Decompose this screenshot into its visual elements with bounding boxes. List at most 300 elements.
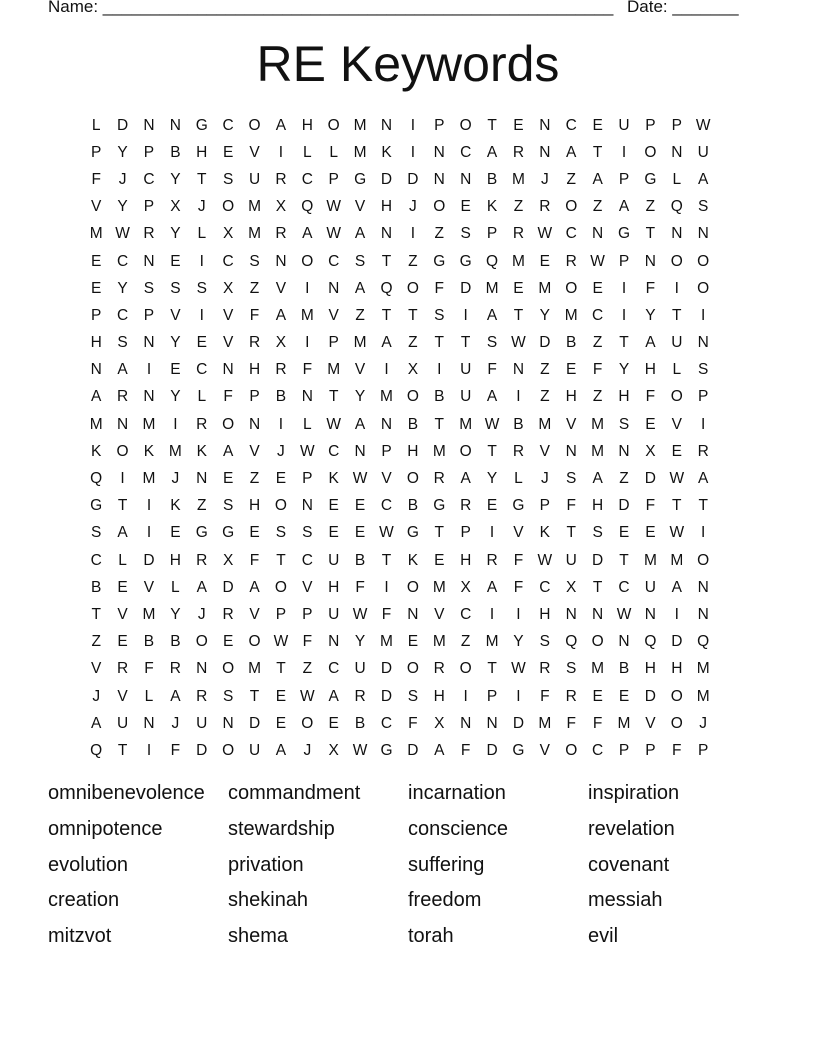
grid-letter: Y [117, 198, 128, 216]
grid-letter: E [117, 578, 128, 596]
grid-letter: N [512, 361, 525, 379]
grid-letter: S [486, 334, 498, 352]
grid-letter: P [698, 388, 709, 406]
word-bank-item: inspiration [588, 782, 680, 804]
grid-letter: I [516, 687, 521, 705]
grid-letter: B [513, 415, 524, 433]
grid-letter: A [249, 578, 260, 596]
grid-letter: S [618, 415, 630, 433]
grid-letter: C [328, 660, 340, 678]
grid-letter: E [407, 633, 419, 651]
grid-letter: W [300, 442, 315, 460]
grid-letter: O [222, 415, 235, 433]
grid-letter: V [354, 198, 366, 216]
grid-letter: Z [513, 198, 524, 216]
grid-letter: P [618, 252, 630, 270]
grid-letter: R [116, 388, 129, 406]
grid-letter: Y [645, 306, 656, 324]
grid-row [83, 330, 743, 357]
grid-letter: X [328, 741, 339, 759]
grid-letter: E [222, 470, 234, 488]
grid-letter: W [695, 116, 711, 134]
grid-letter: N [196, 660, 208, 678]
grid-letter: U [565, 551, 577, 569]
grid-letter: N [539, 143, 551, 161]
grid-letter: K [196, 442, 207, 460]
grid-letter: B [91, 578, 102, 596]
grid-letter: L [91, 116, 101, 134]
word-bank-item: creation [48, 889, 120, 912]
grid-letter: G [195, 116, 208, 134]
grid-letter: H [565, 388, 577, 406]
grid-letter: H [380, 198, 393, 216]
grid-letter: A [275, 741, 287, 759]
grid-letter: P [302, 605, 313, 623]
grid-letter: J [92, 687, 101, 705]
grid-row [83, 465, 743, 492]
grid-letter: Z [434, 225, 444, 243]
grid-letter: L [303, 143, 312, 161]
grid-letter: E [91, 279, 102, 297]
grid-letter: P [143, 198, 155, 216]
grid-letter: E [486, 497, 498, 515]
grid-letter: U [671, 334, 683, 352]
grid-letter: G [406, 524, 419, 542]
grid-letter: U [328, 551, 340, 569]
grid-letter: R [565, 687, 577, 705]
grid-letter: G [380, 741, 393, 759]
grid-letter: M [168, 442, 182, 460]
grid-letter: O [697, 551, 710, 569]
grid-letter: L [329, 143, 339, 161]
grid-letter: E [275, 687, 287, 705]
grid-letter: J [197, 605, 206, 623]
grid-letter: I [384, 361, 389, 379]
grid-letter: W [616, 605, 632, 623]
grid-letter: U [697, 143, 709, 161]
grid-letter: P [645, 741, 656, 759]
grid-letter: Y [486, 470, 498, 488]
grid-letter: Y [117, 143, 128, 161]
grid-letter: Z [460, 633, 471, 651]
grid-letter: F [302, 361, 313, 379]
grid-letter: A [91, 714, 102, 732]
grid-letter: U [196, 714, 208, 732]
grid-row [83, 166, 743, 193]
grid-letter: V [170, 306, 181, 324]
grid-letter: P [618, 170, 630, 188]
grid-letter: F [540, 687, 550, 705]
grid-letter: E [328, 714, 339, 732]
grid-letter: T [487, 660, 497, 678]
grid-letter: W [326, 198, 342, 216]
grid-letter: Y [117, 279, 128, 297]
grid-letter: L [171, 578, 180, 596]
grid-letter: S [302, 524, 313, 542]
grid-letter: Q [380, 279, 393, 297]
grid-letter: M [485, 279, 499, 297]
grid-letter: E [618, 524, 630, 542]
grid-letter: R [196, 551, 208, 569]
grid-letter: T [381, 551, 392, 569]
grid-letter: N [697, 578, 709, 596]
grid-letter: Z [645, 198, 656, 216]
grid-letter: T [381, 306, 392, 324]
grid-letter: H [328, 578, 340, 596]
grid-letter: I [701, 524, 706, 542]
grid-letter: Y [513, 633, 524, 651]
grid-letter: Z [592, 334, 603, 352]
grid-letter: O [406, 578, 419, 596]
grid-letter: N [275, 252, 287, 270]
grid-letter: I [621, 306, 627, 324]
grid-letter: D [407, 170, 419, 188]
grid-letter: G [617, 225, 631, 243]
grid-letter: P [91, 143, 102, 161]
grid-row [83, 112, 743, 139]
grid-letter: T [276, 660, 286, 678]
grid-letter: R [433, 470, 445, 488]
grid-letter: E [592, 687, 603, 705]
grid-letter: T [117, 497, 128, 515]
grid-letter: S [592, 524, 603, 542]
grid-letter: N [539, 116, 551, 134]
grid-letter: T [566, 524, 576, 542]
grid-letter: Y [170, 605, 181, 623]
grid-letter: M [353, 334, 367, 352]
grid-letter: X [460, 578, 471, 596]
grid-letter: L [303, 415, 312, 433]
grid-letter: O [565, 741, 578, 759]
grid-letter: S [354, 252, 366, 270]
grid-letter: N [169, 116, 181, 134]
grid-letter: U [248, 741, 261, 759]
grid-letter: P [275, 605, 287, 623]
grid-letter: E [354, 524, 366, 542]
grid-letter: F [487, 361, 497, 379]
grid-letter: E [592, 279, 603, 297]
grid-letter: O [433, 198, 446, 216]
word-bank-item: covenant [588, 853, 670, 876]
grid-letter: O [301, 714, 314, 732]
grid-letter: N [222, 714, 234, 732]
grid-letter: Q [486, 252, 499, 270]
grid-letter: R [196, 687, 208, 705]
word-bank-item: messiah [588, 889, 663, 912]
grid-letter: M [380, 633, 393, 651]
grid-letter: T [276, 551, 286, 569]
grid-letter: N [433, 170, 445, 188]
grid-letter: P [486, 225, 498, 243]
grid-letter: A [592, 170, 603, 188]
grid-letter: G [512, 741, 525, 759]
grid-letter: E [513, 279, 524, 297]
grid-letter: F [513, 578, 524, 596]
grid-letter: G [222, 524, 235, 542]
grid-letter: I [621, 143, 627, 161]
grid-letter: L [197, 388, 207, 406]
grid-letter: W [379, 524, 394, 542]
grid-letter: I [463, 687, 468, 705]
grid-letter: E [222, 143, 234, 161]
grid-letter: I [489, 605, 495, 623]
grid-letter: I [516, 388, 521, 406]
grid-letter: X [275, 334, 287, 352]
grid-letter: A [117, 524, 128, 542]
grid-letter: V [302, 578, 313, 596]
grid-letter: F [592, 714, 603, 732]
grid-letter: R [539, 198, 551, 216]
grid-letter: N [697, 225, 709, 243]
grid-letter: Z [592, 388, 603, 406]
grid-letter: B [170, 633, 181, 651]
grid-letter: Q [565, 633, 578, 651]
grid-letter: W [300, 687, 315, 705]
grid-row [83, 629, 743, 656]
grid-row [83, 302, 743, 329]
grid-letter: C [328, 442, 340, 460]
grid-letter: F [672, 741, 682, 759]
grid-letter: I [516, 605, 521, 623]
grid-letter: I [384, 578, 389, 596]
grid-letter: R [565, 252, 577, 270]
grid-letter: M [248, 660, 261, 678]
grid-letter: C [460, 605, 472, 623]
grid-letter: N [196, 470, 208, 488]
grid-letter: I [146, 524, 152, 542]
grid-letter: S [91, 524, 102, 542]
grid-letter: Y [539, 306, 550, 324]
grid-letter: E [566, 361, 577, 379]
grid-letter: D [644, 470, 656, 488]
grid-letter: M [538, 415, 552, 433]
grid-letter: M [459, 415, 473, 433]
grid-letter: F [645, 497, 656, 515]
grid-letter: H [248, 497, 261, 515]
grid-letter: T [487, 116, 497, 134]
grid-letter: A [354, 415, 366, 433]
word-bank-item: suffering [408, 853, 485, 876]
grid-letter: R [512, 442, 525, 460]
grid-letter: L [672, 170, 682, 188]
grid-letter: C [380, 714, 393, 732]
grid-letter: E [539, 252, 550, 270]
grid-letter: F [434, 279, 444, 297]
grid-letter: I [674, 605, 679, 623]
date-field-label: Date: _______ [627, 0, 739, 16]
grid-letter: O [248, 633, 261, 651]
grid-letter: A [354, 279, 366, 297]
grid-letter: G [433, 252, 446, 270]
grid-letter: P [328, 334, 339, 352]
grid-letter: T [434, 524, 444, 542]
grid-letter: N [380, 225, 393, 243]
grid-letter: V [222, 334, 234, 352]
grid-letter: N [301, 388, 313, 406]
grid-letter: C [301, 170, 313, 188]
grid-letter: N [460, 170, 472, 188]
grid-letter: M [380, 388, 393, 406]
grid-letter: P [539, 497, 550, 515]
grid-letter: T [91, 605, 101, 623]
grid-letter: E [275, 714, 287, 732]
word-bank-item: privation [228, 853, 304, 876]
grid-row [83, 547, 743, 574]
grid-letter: M [643, 551, 657, 569]
grid-letter: E [434, 551, 445, 569]
grid-letter: R [143, 225, 155, 243]
grid-row [83, 683, 743, 710]
grid-letter: V [91, 660, 102, 678]
grid-letter: O [644, 143, 657, 161]
grid-row [83, 601, 743, 628]
grid-letter: X [222, 279, 234, 297]
word-bank-item: freedom [408, 889, 482, 912]
grid-row [83, 194, 743, 221]
grid-letter: C [565, 116, 577, 134]
grid-letter: A [486, 306, 498, 324]
grid-letter: H [592, 497, 604, 515]
grid-letter: A [91, 388, 102, 406]
grid-letter: N [380, 415, 393, 433]
word-bank-item: mitzvot [48, 925, 112, 948]
grid-letter: P [486, 687, 498, 705]
grid-letter: O [195, 633, 208, 651]
grid-row [83, 438, 743, 465]
grid-letter: E [117, 633, 128, 651]
grid-letter: J [409, 198, 417, 216]
grid-letter: B [434, 388, 445, 406]
grid-letter: V [434, 605, 445, 623]
grid-letter: H [301, 116, 313, 134]
grid-letter: C [301, 551, 313, 569]
grid-letter: D [222, 578, 234, 596]
grid-letter: P [645, 116, 656, 134]
grid-letter: F [223, 388, 233, 406]
grid-letter: E [328, 524, 339, 542]
grid-letter: O [697, 252, 710, 270]
grid-letter: V [354, 361, 366, 379]
grid-letter: D [407, 741, 419, 759]
grid-letter: O [406, 279, 419, 297]
grid-letter: O [459, 660, 472, 678]
grid-letter: B [143, 633, 155, 651]
grid-letter: Y [354, 633, 366, 651]
grid-letter: N [328, 279, 340, 297]
grid-letter: K [486, 198, 498, 216]
grid-letter: N [460, 714, 472, 732]
grid-letter: A [302, 225, 313, 243]
grid-letter: O [565, 279, 578, 297]
grid-letter: O [274, 497, 287, 515]
grid-letter: F [408, 714, 418, 732]
grid-letter: N [301, 497, 313, 515]
grid-letter: G [354, 170, 367, 188]
grid-letter: A [698, 470, 709, 488]
grid-letter: X [222, 551, 234, 569]
word-bank-item: commandment [228, 782, 361, 804]
grid-letter: C [116, 252, 129, 270]
grid-letter: V [117, 687, 128, 705]
grid-letter: L [118, 551, 127, 569]
grid-letter: B [275, 388, 287, 406]
grid-letter: I [701, 415, 706, 433]
grid-letter: Q [301, 198, 314, 216]
grid-letter: T [619, 551, 629, 569]
grid-letter: H [671, 660, 683, 678]
grid-letter: Z [408, 334, 418, 352]
grid-letter: Z [91, 633, 101, 651]
grid-letter: M [248, 225, 261, 243]
grid-letter: A [196, 578, 207, 596]
grid-letter: C [222, 116, 234, 134]
grid-letter: H [90, 334, 102, 352]
grid-letter: O [222, 198, 235, 216]
grid-letter: Q [644, 633, 657, 651]
grid-letter: O [565, 198, 578, 216]
grid-letter: F [566, 497, 576, 515]
grid-letter: Z [592, 198, 603, 216]
word-bank-item: torah [408, 925, 454, 948]
grid-letter: N [248, 415, 261, 433]
grid-letter: V [645, 714, 656, 732]
grid-letter: D [512, 714, 525, 732]
word-bank-item: revelation [588, 817, 675, 840]
grid-letter: I [120, 470, 125, 488]
grid-letter: T [249, 687, 260, 705]
grid-letter: V [249, 143, 260, 161]
word-bank-item: incarnation [408, 782, 506, 804]
grid-letter: L [672, 361, 682, 379]
grid-letter: N [565, 605, 577, 623]
grid-row [83, 139, 743, 166]
grid-letter: I [437, 361, 442, 379]
grid-letter: A [354, 225, 366, 243]
grid-letter: E [645, 524, 656, 542]
grid-letter: M [591, 442, 605, 460]
grid-letter: P [143, 143, 155, 161]
grid-letter: U [354, 660, 366, 678]
grid-letter: R [512, 143, 525, 161]
grid-letter: R [460, 497, 472, 515]
grid-letter: T [592, 578, 603, 596]
grid-letter: C [196, 361, 208, 379]
grid-row [83, 357, 743, 384]
grid-letter: D [644, 687, 656, 705]
grid-letter: M [248, 198, 261, 216]
grid-letter: W [484, 415, 500, 433]
grid-letter: N [486, 714, 498, 732]
grid-letter: G [90, 497, 103, 515]
grid-letter: N [143, 116, 155, 134]
grid-letter: I [278, 143, 284, 161]
grid-letter: H [407, 442, 419, 460]
grid-letter: Z [408, 252, 418, 270]
grid-letter: S [407, 687, 419, 705]
grid-letter: U [116, 714, 129, 732]
grid-letter: M [142, 605, 156, 623]
grid-letter: C [618, 578, 630, 596]
grid-letter: A [381, 334, 392, 352]
grid-letter: X [407, 361, 419, 379]
grid-letter: A [275, 306, 287, 324]
grid-row [83, 520, 743, 547]
grid-letter: N [565, 442, 577, 460]
grid-letter: V [249, 442, 260, 460]
grid-letter: F [91, 170, 101, 188]
grid-letter: I [305, 334, 310, 352]
grid-letter: L [514, 470, 523, 488]
